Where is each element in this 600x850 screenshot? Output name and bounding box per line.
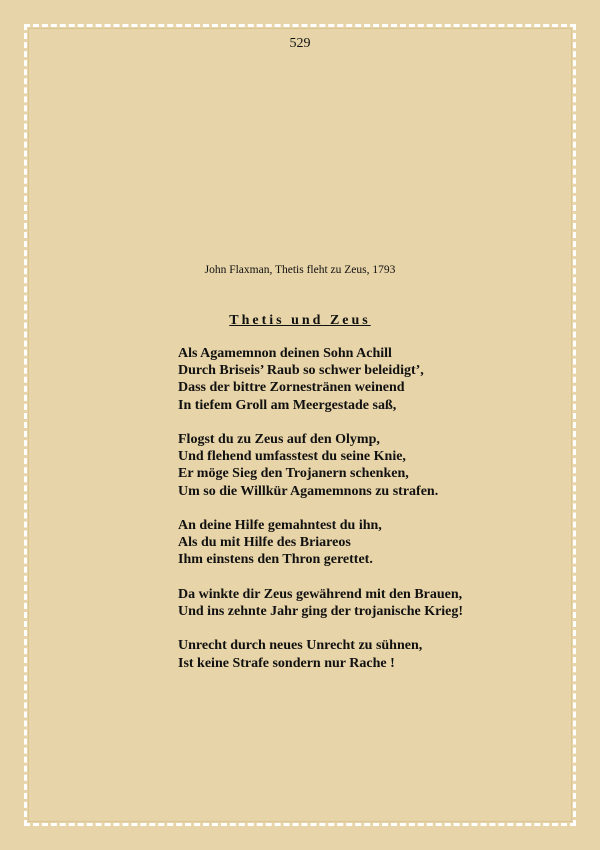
poem-line: Und ins zehnte Jahr ging der trojanische Krieg! — [178, 604, 464, 619]
stanza — [178, 586, 558, 620]
poem-line: Da winkte dir Zeus gewährend mit den Brauen, — [178, 586, 463, 602]
stanza — [178, 345, 558, 414]
poem-line: Ist keine Strafe sondern nur Rache ! — [178, 655, 395, 671]
poem-line: Als du mit Hilfe des Briareos — [178, 535, 351, 551]
poem-line: In tiefem Groll am Meergestade saß, — [178, 397, 397, 413]
poem-title: Thetis und Zeus — [229, 313, 371, 328]
stanza — [178, 517, 558, 569]
poem-line: Durch Briseis’ Raub so schwer beleidigt’, — [178, 363, 424, 379]
image-caption: John Flaxman, Thetis fleht zu Zeus, 1793 — [204, 264, 396, 276]
poem-line: Um so die Willkür Agamemnons zu strafen. — [178, 483, 439, 499]
poem-body — [178, 345, 558, 689]
poem-line: Ihm einstens den Thron gerettet. — [178, 552, 373, 568]
poem-line: Flogst du zu Zeus auf den Olymp, — [178, 432, 380, 447]
poem-line: Dass der bittre Zornestränen weinend — [178, 380, 405, 396]
stanza — [178, 637, 558, 671]
page-number: 529 — [289, 36, 311, 51]
poem-line: Er möge Sieg den Trojanern schenken, — [178, 466, 409, 482]
poem-line: Und flehend umfasstest du seine Knie, — [178, 449, 406, 465]
poem-line: Unrecht durch neues Unrecht zu sühnen, — [178, 638, 423, 654]
poem-line: Als Agamemnon deinen Sohn Achill — [178, 346, 392, 361]
stanza — [178, 431, 558, 500]
poem-line: An deine Hilfe gemahntest du ihn, — [178, 518, 382, 533]
